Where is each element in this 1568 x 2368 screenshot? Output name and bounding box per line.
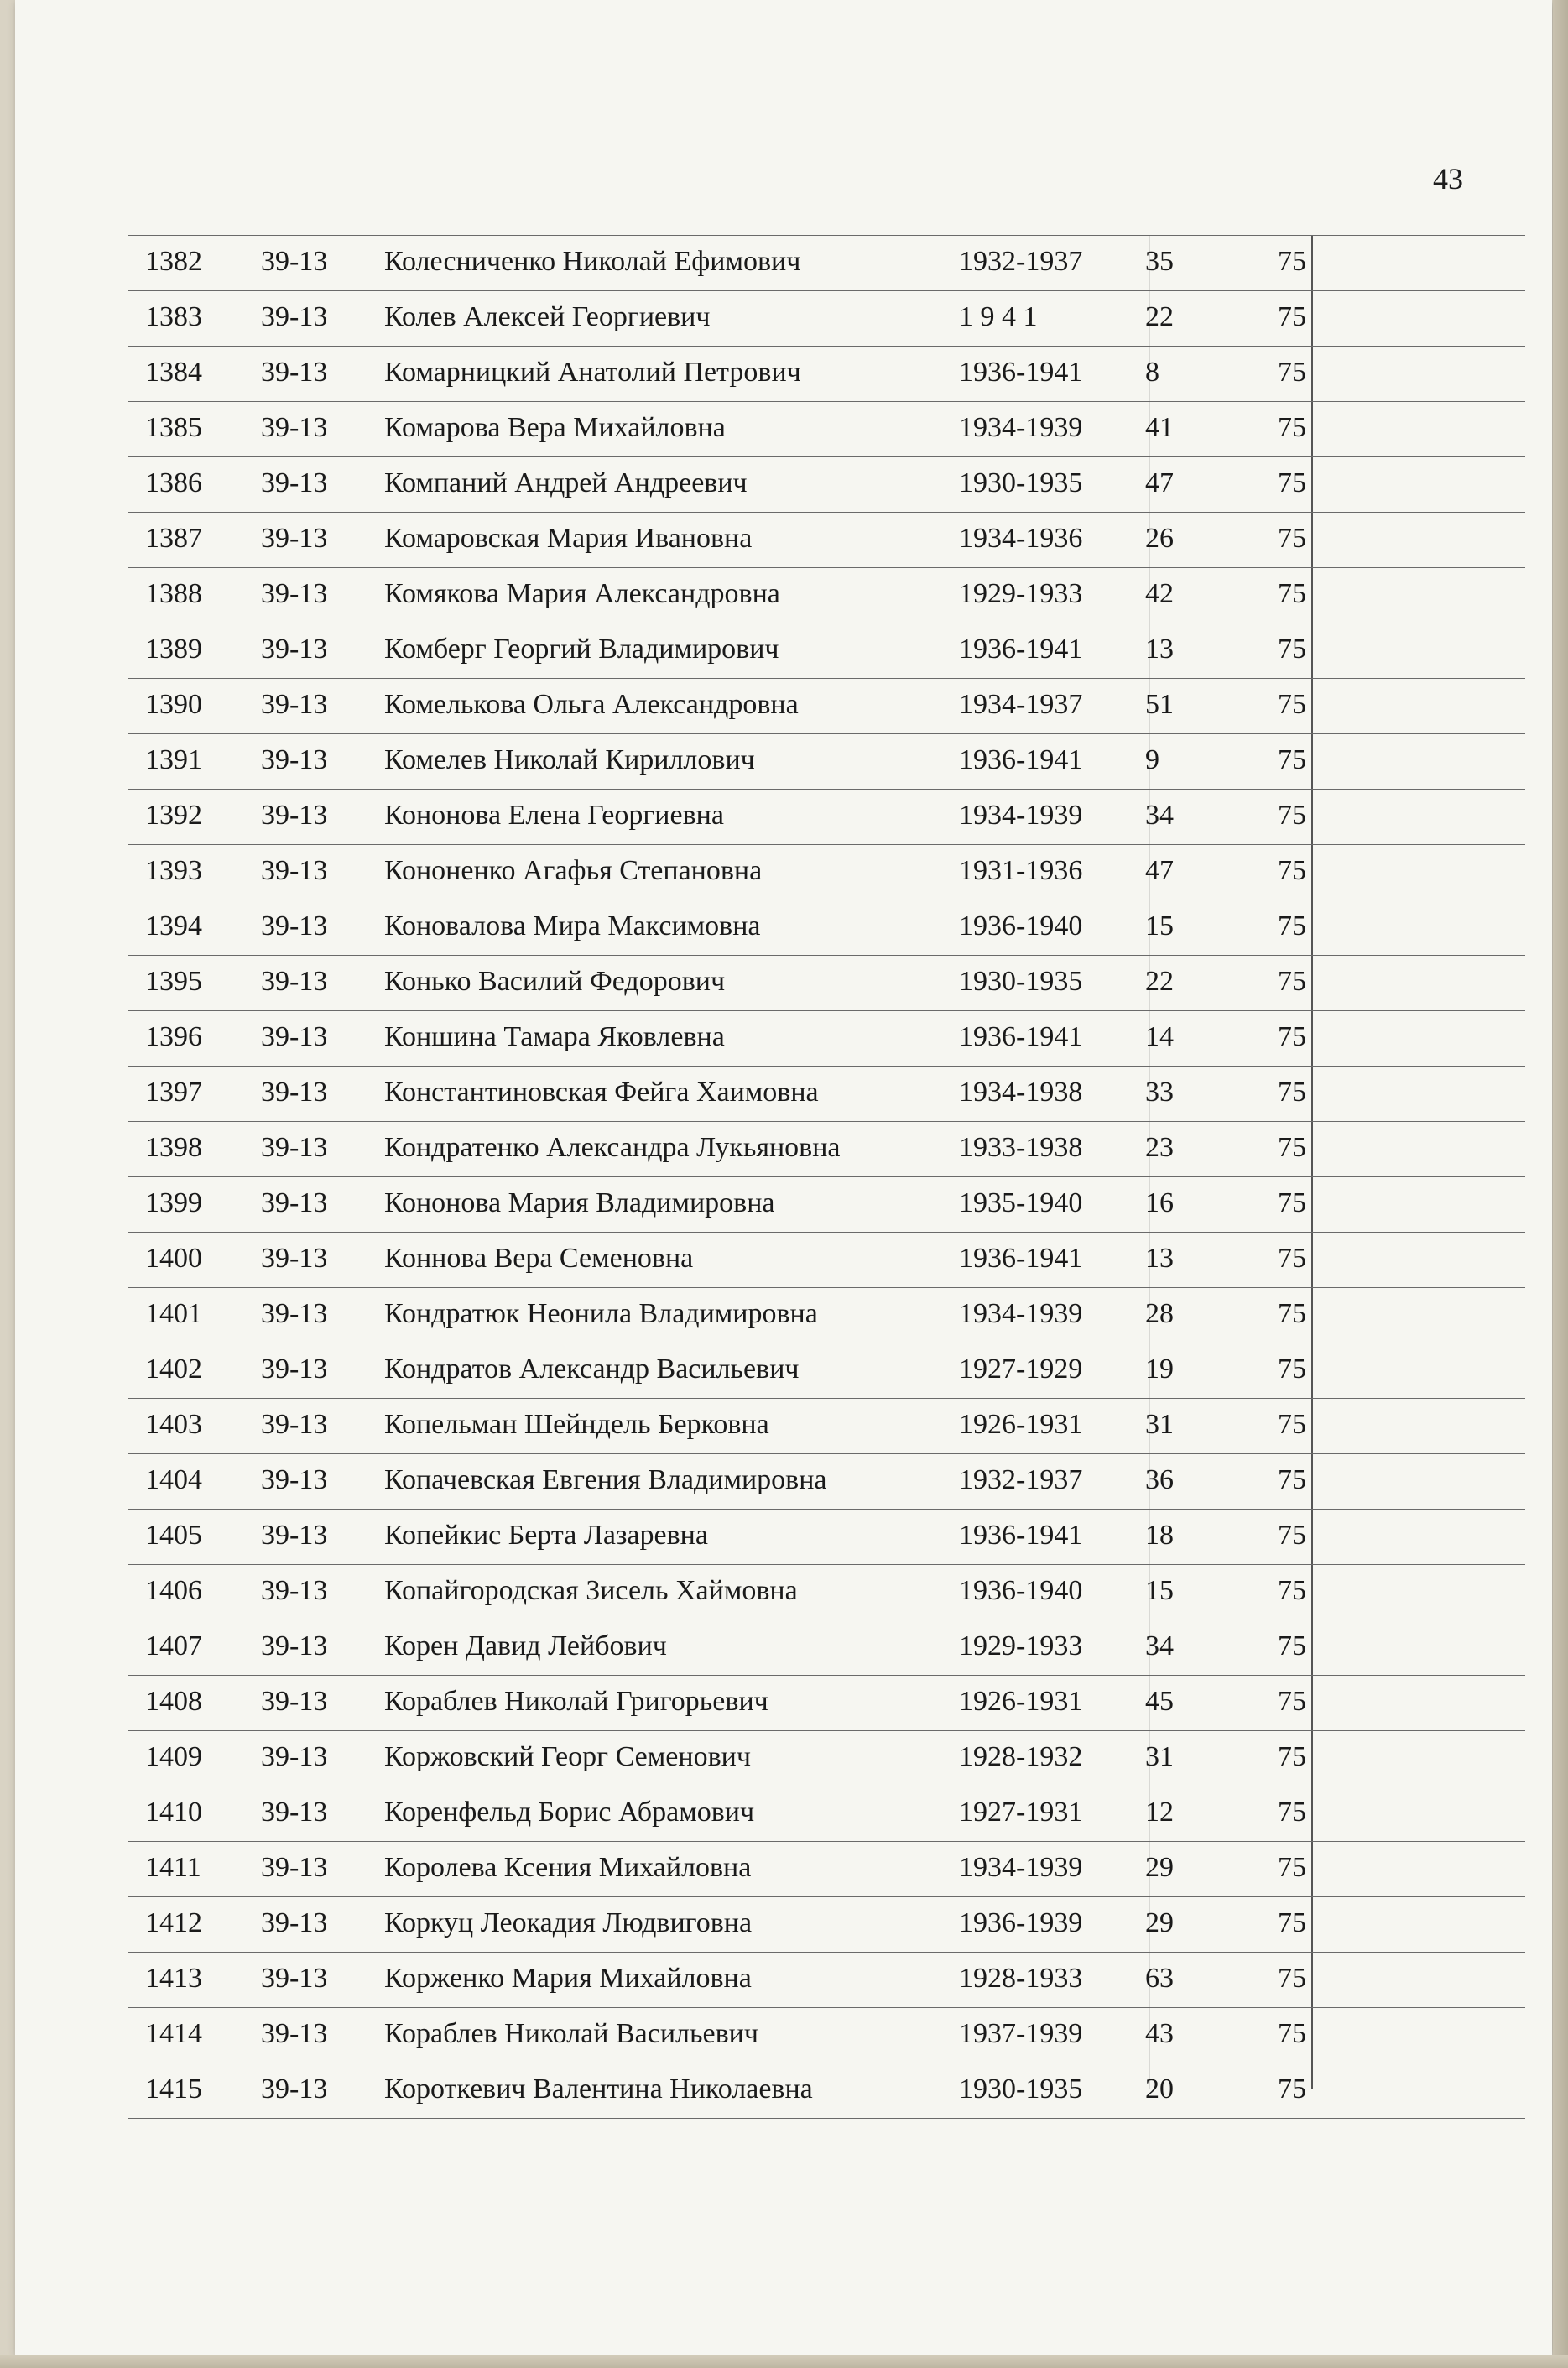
record-name: Комелькова Ольга Александровна: [384, 689, 799, 720]
record-term: 75: [1278, 301, 1306, 332]
record-years: 1936-1940: [959, 1575, 1083, 1606]
record-quantity: 13: [1145, 1243, 1174, 1274]
record-term: 75: [1278, 1132, 1306, 1163]
record-years: 1927-1929: [959, 1354, 1083, 1385]
record-quantity: 45: [1145, 1686, 1174, 1717]
record-name: Кондратюк Неонила Владимировна: [384, 1298, 818, 1329]
record-name: Кораблев Николай Григорьевич: [384, 1686, 768, 1717]
record-number: 1392: [145, 800, 202, 831]
record-years: 1930-1935: [959, 2073, 1083, 2105]
record-term: 75: [1278, 1630, 1306, 1661]
record-quantity: 41: [1145, 412, 1174, 443]
record-code: 39-13: [261, 1132, 328, 1163]
record-code: 39-13: [261, 246, 328, 277]
record-number: 1387: [145, 523, 202, 554]
record-number: 1407: [145, 1630, 202, 1661]
record-quantity: 20: [1145, 2073, 1174, 2105]
record-quantity: 14: [1145, 1021, 1174, 1052]
table-row: [128, 1565, 1525, 1620]
record-years: 1 9 4 1: [959, 301, 1038, 332]
records-table: [128, 235, 1525, 2119]
table-row: [128, 1343, 1525, 1399]
record-years: 1931-1936: [959, 855, 1083, 886]
record-code: 39-13: [261, 910, 328, 941]
record-term: 75: [1278, 1354, 1306, 1385]
record-term: 75: [1278, 1852, 1306, 1883]
record-name: Комелев Николай Кириллович: [384, 744, 755, 775]
record-name: Кононова Мария Владимировна: [384, 1187, 775, 1218]
record-years: 1936-1940: [959, 910, 1083, 941]
record-number: 1408: [145, 1686, 202, 1717]
table-row: [128, 291, 1525, 347]
record-number: 1400: [145, 1243, 202, 1274]
record-number: 1397: [145, 1077, 202, 1108]
record-quantity: 18: [1145, 1520, 1174, 1551]
record-years: 1937-1939: [959, 2018, 1083, 2049]
record-name: Коренфельд Борис Абрамович: [384, 1797, 755, 1828]
record-name: Копельман Шейндель Берковна: [384, 1409, 769, 1440]
record-term: 75: [1278, 800, 1306, 831]
record-number: 1396: [145, 1021, 202, 1052]
record-term: 75: [1278, 246, 1306, 277]
record-years: 1934-1939: [959, 1298, 1083, 1329]
record-term: 75: [1278, 1575, 1306, 1606]
record-code: 39-13: [261, 467, 328, 498]
record-term: 75: [1278, 1409, 1306, 1440]
record-code: 39-13: [261, 2073, 328, 2105]
record-code: 39-13: [261, 744, 328, 775]
record-term: 75: [1278, 1077, 1306, 1108]
table-row: [128, 347, 1525, 402]
record-name: Коновалова Мира Максимовна: [384, 910, 761, 941]
record-quantity: 15: [1145, 1575, 1174, 1606]
record-number: 1382: [145, 246, 202, 277]
record-term: 75: [1278, 1187, 1306, 1218]
record-term: 75: [1278, 1963, 1306, 1994]
record-code: 39-13: [261, 1298, 328, 1329]
record-term: 75: [1278, 744, 1306, 775]
record-name: Комарницкий Анатолий Петрович: [384, 357, 801, 388]
record-years: 1926-1931: [959, 1409, 1083, 1440]
record-number: 1413: [145, 1963, 202, 1994]
record-name: Кононова Елена Георгиевна: [384, 800, 724, 831]
record-code: 39-13: [261, 1243, 328, 1274]
record-code: 39-13: [261, 523, 328, 554]
page-edge-right: [1553, 0, 1568, 2368]
record-number: 1384: [145, 357, 202, 388]
record-number: 1388: [145, 578, 202, 609]
table-row: [128, 568, 1525, 623]
record-quantity: 29: [1145, 1852, 1174, 1883]
record-years: 1929-1933: [959, 578, 1083, 609]
record-term: 75: [1278, 1797, 1306, 1828]
record-name: Коншина Тамара Яковлевна: [384, 1021, 725, 1052]
record-quantity: 22: [1145, 301, 1174, 332]
record-quantity: 15: [1145, 910, 1174, 941]
record-name: Комарова Вера Михайловна: [384, 412, 726, 443]
page-number: 43: [1433, 162, 1463, 196]
record-years: 1936-1941: [959, 1021, 1083, 1052]
record-years: 1934-1939: [959, 800, 1083, 831]
table-row: [128, 1510, 1525, 1565]
record-quantity: 12: [1145, 1797, 1174, 1828]
table-row: [128, 1122, 1525, 1177]
table-row: [128, 790, 1525, 845]
record-term: 75: [1278, 1464, 1306, 1495]
record-name: Корен Давид Лейбович: [384, 1630, 667, 1661]
record-quantity: 35: [1145, 246, 1174, 277]
record-name: Колесниченко Николай Ефимович: [384, 246, 801, 277]
record-quantity: 26: [1145, 523, 1174, 554]
record-term: 75: [1278, 1298, 1306, 1329]
record-term: 75: [1278, 634, 1306, 665]
record-quantity: 28: [1145, 1298, 1174, 1329]
table-row: [128, 1011, 1525, 1067]
record-name: Коржовский Георг Семенович: [384, 1741, 751, 1772]
table-row: [128, 1233, 1525, 1288]
record-years: 1936-1941: [959, 1243, 1083, 1274]
record-years: 1934-1939: [959, 1852, 1083, 1883]
record-name: Корженко Мария Михайловна: [384, 1963, 752, 1994]
record-code: 39-13: [261, 634, 328, 665]
record-name: Копачевская Евгения Владимировна: [384, 1464, 827, 1495]
record-years: 1932-1937: [959, 1464, 1083, 1495]
record-code: 39-13: [261, 855, 328, 886]
record-years: 1936-1941: [959, 744, 1083, 775]
record-quantity: 63: [1145, 1963, 1174, 1994]
table-row: [128, 845, 1525, 900]
record-term: 75: [1278, 578, 1306, 609]
record-name: Колев Алексей Георгиевич: [384, 301, 711, 332]
record-name: Коркуц Леокадия Людвиговна: [384, 1907, 753, 1938]
record-quantity: 43: [1145, 2018, 1174, 2049]
record-number: 1406: [145, 1575, 202, 1606]
table-row: [128, 623, 1525, 679]
record-term: 75: [1278, 467, 1306, 498]
record-quantity: 47: [1145, 855, 1174, 886]
record-quantity: 31: [1145, 1409, 1174, 1440]
record-quantity: 19: [1145, 1354, 1174, 1385]
record-name: Комберг Георгий Владимирович: [384, 634, 779, 665]
record-number: 1415: [145, 2073, 202, 2105]
table-row: [128, 1177, 1525, 1233]
record-code: 39-13: [261, 357, 328, 388]
record-quantity: 47: [1145, 467, 1174, 498]
record-term: 75: [1278, 357, 1306, 388]
record-number: 1405: [145, 1520, 202, 1551]
record-number: 1398: [145, 1132, 202, 1163]
record-code: 39-13: [261, 1187, 328, 1218]
table-row: [128, 1620, 1525, 1676]
record-years: 1936-1941: [959, 1520, 1083, 1551]
record-name: Кононенко Агафья Степановна: [384, 855, 763, 886]
record-years: 1934-1936: [959, 523, 1083, 554]
record-number: 1414: [145, 2018, 202, 2049]
record-name: Кондратов Александр Васильевич: [384, 1354, 800, 1385]
record-years: 1936-1941: [959, 357, 1083, 388]
record-code: 39-13: [261, 689, 328, 720]
record-years: 1934-1938: [959, 1077, 1083, 1108]
record-code: 39-13: [261, 1963, 328, 1994]
table-row: [128, 734, 1525, 790]
record-code: 39-13: [261, 1575, 328, 1606]
record-name: Короткевич Валентина Николаевна: [384, 2073, 813, 2105]
record-quantity: 23: [1145, 1132, 1174, 1163]
record-number: 1394: [145, 910, 202, 941]
record-years: 1928-1932: [959, 1741, 1083, 1772]
table-row: [128, 2063, 1525, 2119]
record-years: 1932-1937: [959, 246, 1083, 277]
record-code: 39-13: [261, 1409, 328, 1440]
record-number: 1412: [145, 1907, 202, 1938]
table-row: [128, 457, 1525, 513]
record-name: Кораблев Николай Васильевич: [384, 2018, 758, 2049]
record-term: 75: [1278, 1686, 1306, 1717]
record-years: 1936-1941: [959, 634, 1083, 665]
record-quantity: 22: [1145, 966, 1174, 997]
record-name: Компаний Андрей Андреевич: [384, 467, 748, 498]
record-years: 1930-1935: [959, 467, 1083, 498]
record-term: 75: [1278, 910, 1306, 941]
record-number: 1389: [145, 634, 202, 665]
record-name: Константиновская Фейга Хаимовна: [384, 1077, 819, 1108]
record-number: 1403: [145, 1409, 202, 1440]
record-years: 1926-1931: [959, 1686, 1083, 1717]
table-row: [128, 1731, 1525, 1786]
record-code: 39-13: [261, 1907, 328, 1938]
record-term: 75: [1278, 1243, 1306, 1274]
record-number: 1385: [145, 412, 202, 443]
record-years: 1927-1931: [959, 1797, 1083, 1828]
record-quantity: 34: [1145, 1630, 1174, 1661]
record-number: 1386: [145, 467, 202, 498]
table-row: [128, 235, 1525, 291]
record-code: 39-13: [261, 1852, 328, 1883]
record-term: 75: [1278, 1907, 1306, 1938]
record-term: 75: [1278, 1520, 1306, 1551]
table-row: [128, 1399, 1525, 1454]
record-number: 1383: [145, 301, 202, 332]
record-code: 39-13: [261, 301, 328, 332]
record-term: 75: [1278, 689, 1306, 720]
record-years: 1936-1939: [959, 1907, 1083, 1938]
record-number: 1393: [145, 855, 202, 886]
table-row: [128, 1067, 1525, 1122]
record-number: 1390: [145, 689, 202, 720]
table-row: [128, 1786, 1525, 1842]
record-years: 1928-1933: [959, 1963, 1083, 1994]
record-number: 1409: [145, 1741, 202, 1772]
table-row: [128, 1676, 1525, 1731]
record-term: 75: [1278, 855, 1306, 886]
record-term: 75: [1278, 2018, 1306, 2049]
record-quantity: 9: [1145, 744, 1159, 775]
record-code: 39-13: [261, 1686, 328, 1717]
record-quantity: 8: [1145, 357, 1159, 388]
record-code: 39-13: [261, 578, 328, 609]
record-name: Комаровская Мария Ивановна: [384, 523, 753, 554]
table-row: [128, 1288, 1525, 1343]
table-row: [128, 1897, 1525, 1953]
record-quantity: 33: [1145, 1077, 1174, 1108]
record-name: Комякова Мария Александровна: [384, 578, 780, 609]
record-quantity: 34: [1145, 800, 1174, 831]
record-code: 39-13: [261, 1797, 328, 1828]
record-term: 75: [1278, 2073, 1306, 2105]
record-years: 1934-1939: [959, 412, 1083, 443]
record-years: 1930-1935: [959, 966, 1083, 997]
record-number: 1402: [145, 1354, 202, 1385]
record-number: 1401: [145, 1298, 202, 1329]
record-name: Королева Ксения Михайловна: [384, 1852, 752, 1883]
record-code: 39-13: [261, 1741, 328, 1772]
record-term: 75: [1278, 1741, 1306, 1772]
page-edge-bottom: [0, 2355, 1568, 2368]
table-row: [128, 1454, 1525, 1510]
table-row: [128, 900, 1525, 956]
table-row: [128, 956, 1525, 1011]
record-quantity: 31: [1145, 1741, 1174, 1772]
record-code: 39-13: [261, 1021, 328, 1052]
record-name: Копейкис Берта Лазаревна: [384, 1520, 708, 1551]
record-code: 39-13: [261, 1354, 328, 1385]
record-code: 39-13: [261, 800, 328, 831]
table-row: [128, 1953, 1525, 2008]
record-term: 75: [1278, 523, 1306, 554]
record-years: 1933-1938: [959, 1132, 1083, 1163]
record-name: Кондратенко Александра Лукьяновна: [384, 1132, 841, 1163]
record-term: 75: [1278, 1021, 1306, 1052]
record-number: 1395: [145, 966, 202, 997]
record-number: 1399: [145, 1187, 202, 1218]
record-number: 1404: [145, 1464, 202, 1495]
table-row: [128, 2008, 1525, 2063]
record-code: 39-13: [261, 1464, 328, 1495]
table-row: [128, 402, 1525, 457]
record-code: 39-13: [261, 1077, 328, 1108]
record-name: Конько Василий Федорович: [384, 966, 726, 997]
record-code: 39-13: [261, 1630, 328, 1661]
record-years: 1934-1937: [959, 689, 1083, 720]
record-quantity: 13: [1145, 634, 1174, 665]
record-term: 75: [1278, 966, 1306, 997]
record-term: 75: [1278, 412, 1306, 443]
record-quantity: 29: [1145, 1907, 1174, 1938]
record-years: 1935-1940: [959, 1187, 1083, 1218]
record-code: 39-13: [261, 1520, 328, 1551]
document-page: [15, 0, 1552, 2355]
record-name: Коннова Вера Семеновна: [384, 1243, 694, 1274]
record-code: 39-13: [261, 2018, 328, 2049]
record-years: 1929-1933: [959, 1630, 1083, 1661]
record-number: 1391: [145, 744, 202, 775]
record-number: 1411: [145, 1852, 201, 1883]
table-row: [128, 513, 1525, 568]
record-code: 39-13: [261, 412, 328, 443]
record-quantity: 16: [1145, 1187, 1174, 1218]
record-name: Копайгородская Зисель Хаймовна: [384, 1575, 798, 1606]
record-quantity: 42: [1145, 578, 1174, 609]
record-number: 1410: [145, 1797, 202, 1828]
record-quantity: 51: [1145, 689, 1174, 720]
record-quantity: 36: [1145, 1464, 1174, 1495]
record-code: 39-13: [261, 966, 328, 997]
table-row: [128, 679, 1525, 734]
table-row: [128, 1842, 1525, 1897]
